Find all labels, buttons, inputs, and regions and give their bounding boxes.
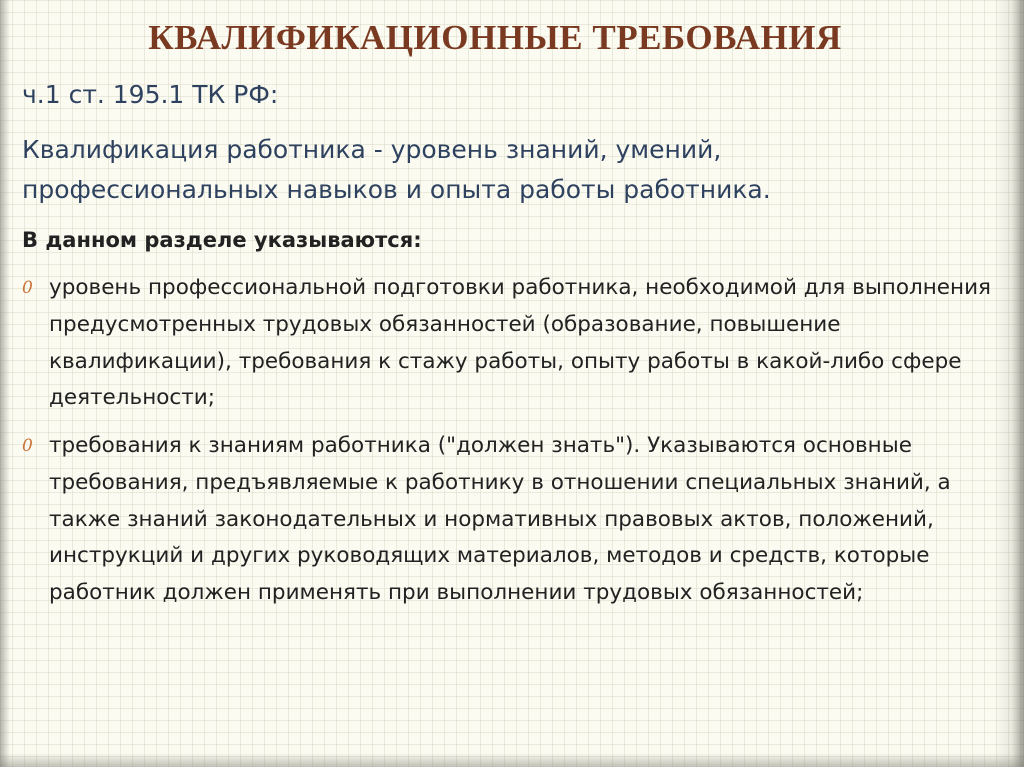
bullet-icon: 0 xyxy=(22,278,33,298)
left-edge-shadow xyxy=(0,0,10,767)
slide-title: КВАЛИФИКАЦИОННЫЕ ТРЕБОВАНИЯ xyxy=(148,18,842,57)
list-item-text: требования к знаниям работника ("должен знать"). Указываются основные требования, предъявляемые к работнику в отношении специальных знаний, а также знаний законодательных и нормативных правовых актов, положений, инструкций и других руководящих материалов, методов и средств, которые работник должен применять при выполнении трудовых обязанностей; xyxy=(49,433,951,606)
law-reference: ч.1 ст. 195.1 ТК РФ: xyxy=(22,80,279,109)
list-item xyxy=(22,270,1012,417)
qualification-definition: Квалификация работника - уровень знаний, умений, профессиональных навыков и опыта работы работника. xyxy=(22,135,771,204)
bottom-edge-shadow xyxy=(0,753,1024,767)
section-heading: В данном разделе указываются: xyxy=(22,228,422,252)
list-item-text: уровень профессиональной подготовки работника, необходимой для выполнения предусмотренных трудовых обязанностей (образование, повышение квалификации), требования к стажу работы, опыту работы в какой-либо сфере деятельности; xyxy=(49,275,991,411)
bullet-icon: 0 xyxy=(22,436,33,456)
list-item xyxy=(22,428,1012,612)
